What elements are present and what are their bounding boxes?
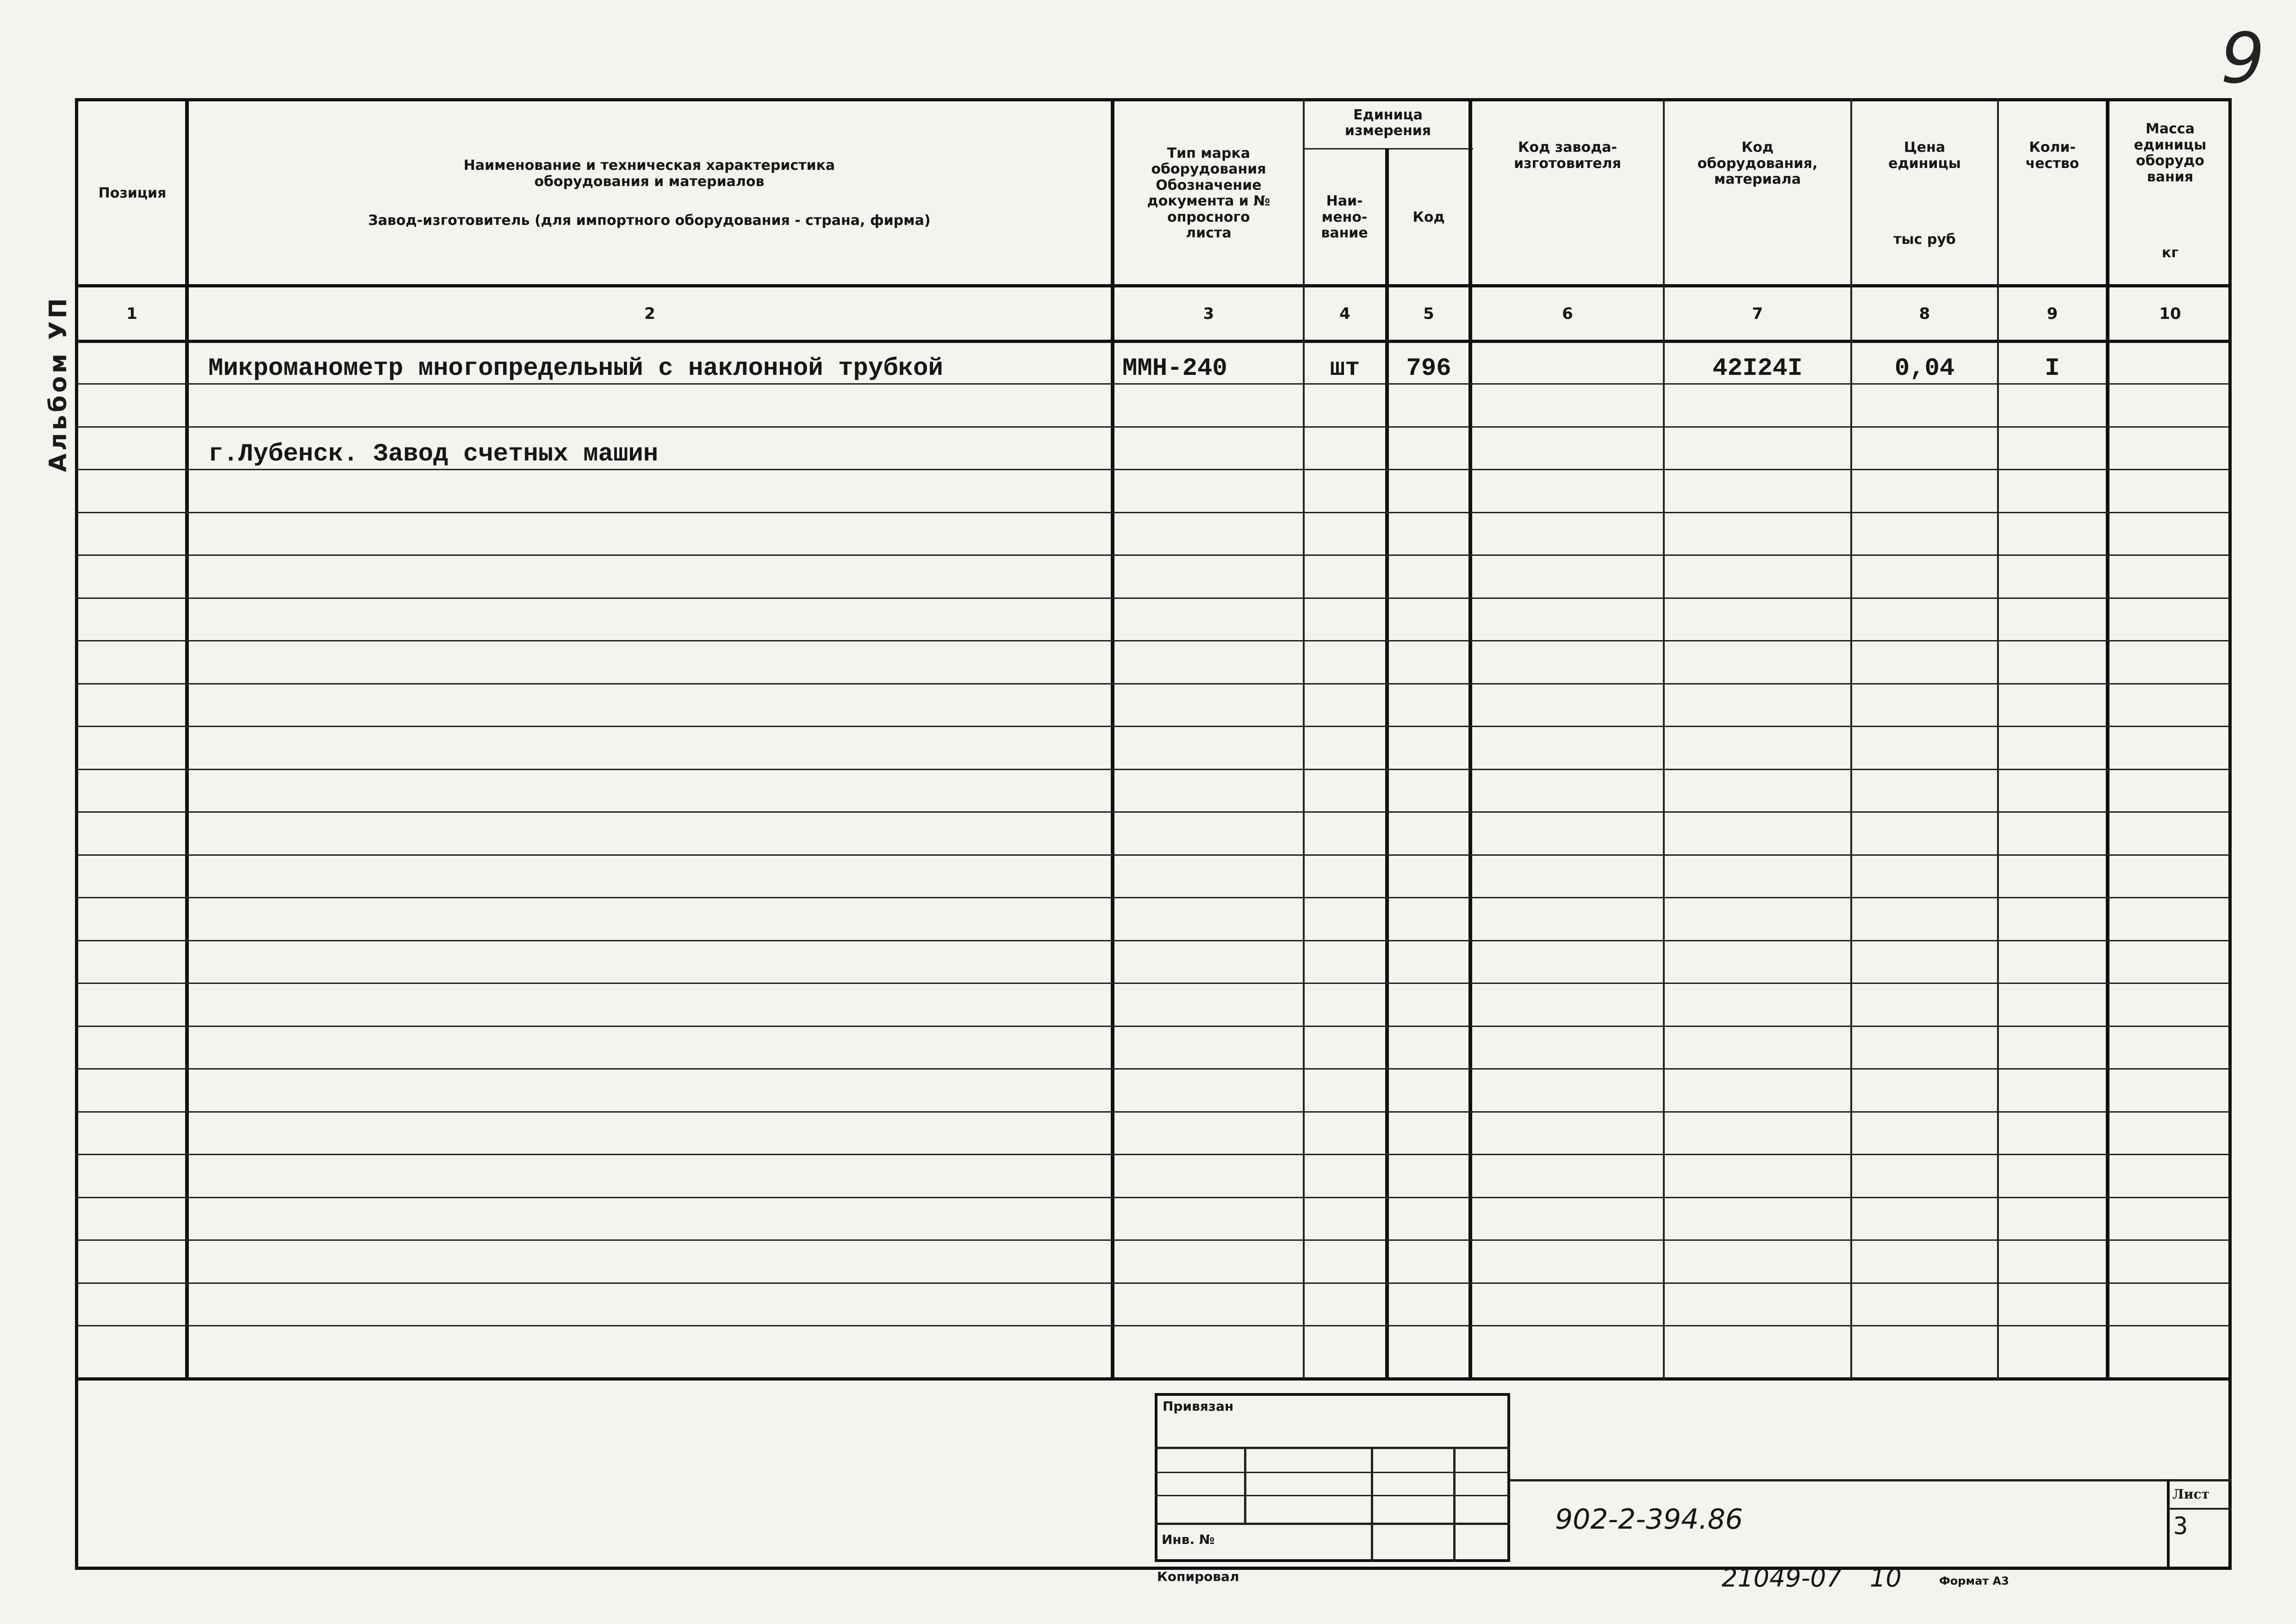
colnum-2: 2 <box>644 304 655 323</box>
column-numbers-divider <box>75 340 2232 343</box>
colnum-9: 9 <box>2047 304 2058 323</box>
row-line <box>77 383 2230 385</box>
page-number: 9 <box>2221 19 2265 99</box>
row-line <box>77 426 2230 428</box>
stamp-vline-1 <box>1244 1447 1246 1523</box>
row1-quantity: I <box>2045 355 2060 383</box>
row-line <box>77 512 2230 513</box>
header-name-title: Наименование и техническая характеристика оборудования и материалов <box>463 157 835 190</box>
header-unit-code: Код <box>1412 209 1445 225</box>
row1-equipment-code: 42I24I <box>1712 355 1803 383</box>
row1-unit-code: 796 <box>1406 355 1451 383</box>
colnum-5: 5 <box>1423 304 1434 323</box>
row-line <box>77 683 2230 684</box>
row-line <box>77 640 2230 641</box>
colnum-6: 6 <box>1562 304 1573 323</box>
colnum-7: 7 <box>1752 304 1763 323</box>
colnum-1: 1 <box>126 304 137 323</box>
header-unit-name: Наи-мено-вание <box>1321 193 1368 242</box>
col-line-2 <box>1111 98 1114 1379</box>
col-line-4 <box>1385 148 1389 1379</box>
header-quantity: Коли-чество <box>2025 139 2079 172</box>
row1-name: Микроманометр многопредельный с наклонной трубкой <box>208 355 943 383</box>
header-price-label: Цена единицы <box>1888 139 1961 172</box>
row2-manufacturer: г.Лубенск. Завод счетных машин <box>208 440 659 468</box>
header-price <box>1852 103 1997 284</box>
row1-unit-name: шт <box>1330 355 1360 383</box>
row-line <box>77 469 2230 470</box>
col-line-9 <box>2106 98 2109 1379</box>
row-line <box>77 1026 2230 1027</box>
header-unit-group: Единица измерения <box>1344 106 1431 139</box>
col-line-5 <box>1468 98 1472 1379</box>
stamp-approved-label: Привязан <box>1163 1399 1234 1414</box>
row-line <box>77 854 2230 856</box>
designation-top-line <box>1510 1479 2232 1481</box>
sheet-box-divider <box>2167 1508 2232 1510</box>
row-line <box>77 940 2230 941</box>
row-line <box>77 811 2230 813</box>
stamp-line-2 <box>1155 1472 1510 1473</box>
header-type: Тип марка оборудования Обозначение документа и № опросного листа <box>1147 145 1270 241</box>
album-label: Альбом УП <box>44 295 72 472</box>
table-bottom <box>75 1377 2232 1381</box>
row-line <box>77 1197 2230 1198</box>
row1-type: ММН-240 <box>1122 355 1227 383</box>
colnum-3: 3 <box>1203 304 1214 323</box>
document-code: 902-2-394.86 <box>1555 1503 1743 1536</box>
header-factory-code: Код завода-изготовителя <box>1514 139 1621 172</box>
header-mass <box>2109 103 2231 284</box>
format-label: Формат А3 <box>1939 1574 2009 1587</box>
stamp-inv-label: Инв. № <box>1162 1532 1215 1547</box>
row-line <box>77 1111 2230 1113</box>
header-equipment-code: Код оборудования, материала <box>1697 139 1818 187</box>
colnum-4: 4 <box>1339 304 1350 323</box>
row-line <box>77 1154 2230 1155</box>
stamp-line-4 <box>1155 1523 1510 1525</box>
stamp-line-3 <box>1155 1495 1510 1496</box>
colnum-10: 10 <box>2159 304 2181 323</box>
colnum-8: 8 <box>1919 304 1930 323</box>
row1-price: 0,04 <box>1894 355 1955 383</box>
header-mass-unit: кг <box>2161 245 2179 261</box>
sheet-label: Лист <box>2172 1487 2209 1502</box>
stamp-vline-3 <box>1453 1447 1456 1562</box>
stamp-copied-label: Копировал <box>1157 1569 1239 1584</box>
header-name-sub: Завод-изготовитель (для импортного оборудования - страна, фирма) <box>368 212 931 229</box>
row-line <box>77 983 2230 984</box>
stamp-line-1 <box>1155 1447 1510 1449</box>
header-mass-label: Масса единицы оборудо вания <box>2134 121 2207 185</box>
header-name <box>189 103 1110 284</box>
sheet-number: 3 <box>2173 1512 2188 1540</box>
footer-num: 10 <box>1870 1563 1902 1593</box>
row-line <box>77 597 2230 599</box>
stamp-vline-2 <box>1371 1447 1373 1562</box>
header-divider <box>75 284 2232 287</box>
footer-code: 21049-07 <box>1722 1563 1842 1593</box>
row-line <box>77 726 2230 727</box>
row-line <box>77 1282 2230 1284</box>
header-position: Позиция <box>98 185 167 201</box>
row-line <box>77 1239 2230 1241</box>
header-price-unit: тыс руб <box>1893 231 1956 248</box>
row-line <box>77 554 2230 556</box>
row-line <box>77 897 2230 898</box>
row-line <box>77 1068 2230 1070</box>
row-line <box>77 769 2230 770</box>
row-line <box>77 1325 2230 1326</box>
col-line-1 <box>185 98 189 1379</box>
